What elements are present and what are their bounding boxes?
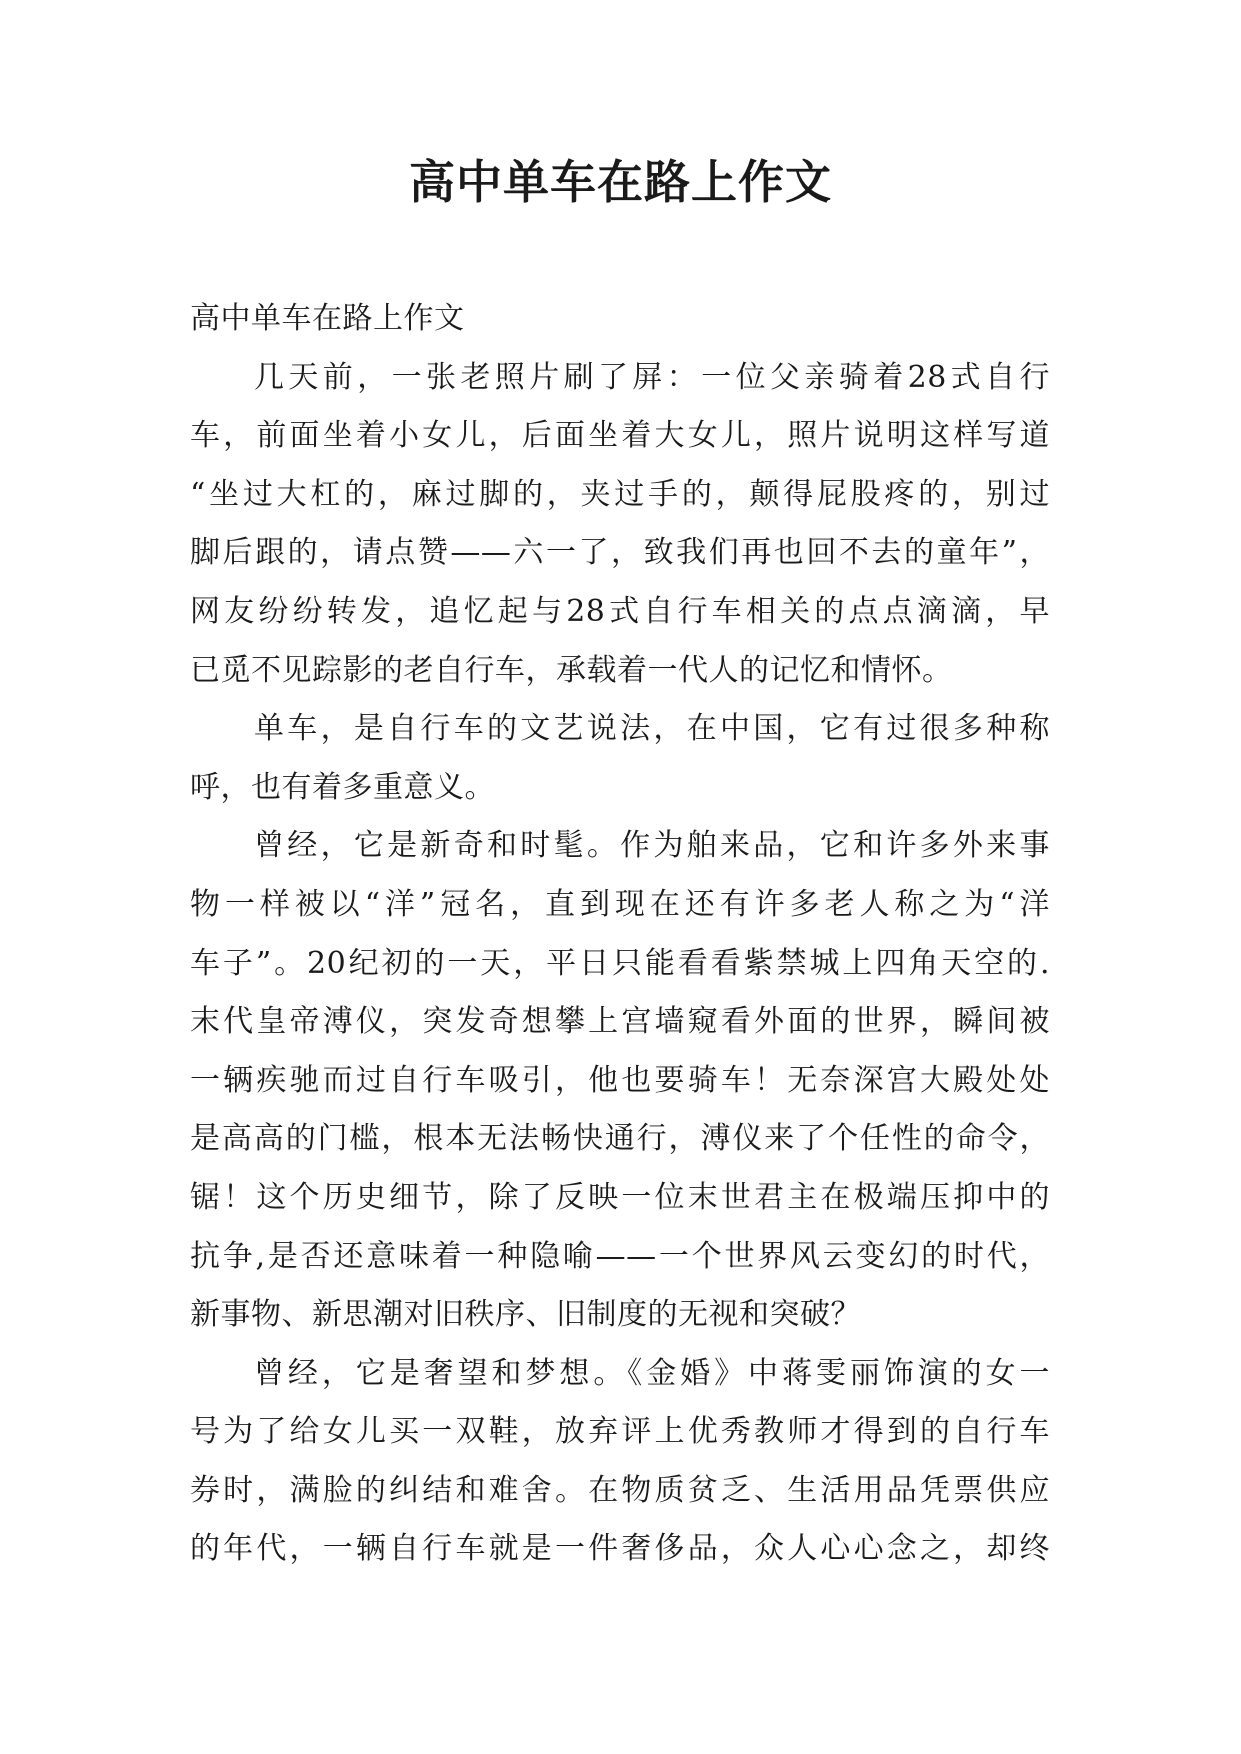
body-subtitle-line: 高中单车在路上作文 <box>190 301 465 336</box>
document-title: 高中单车在路上作文 <box>409 155 832 209</box>
paragraph-4-line-3: 券时，满脸的纠结和难舍。在物质贫乏、生活用品凭票供应 <box>190 1472 1050 1508</box>
paragraph-2-line-2: 呼，也有着多重意义。 <box>190 769 495 805</box>
paragraph-4-line-1: 曾经，它是奢望和梦想。《金婚》中蒋雯丽饰演的女一 <box>254 1355 1050 1391</box>
paragraph-3-line-8: 抗争,是否还意味着一种隐喻——一个世界风云变幻的时代， <box>190 1238 1050 1274</box>
paragraph-4-line-2: 号为了给女儿买一双鞋，放弃评上优秀教师才得到的自行车 <box>190 1414 1050 1450</box>
paragraph-3-line-3: 车子”。20纪初的一天，平日只能看看紫禁城上四角天空的. <box>190 945 1050 981</box>
paragraph-1-line-4: 脚后跟的，请点赞——六一了，致我们再也回不去的童年”， <box>190 535 1050 571</box>
paragraph-3-line-2: 物一样被以“洋”冠名，直到现在还有许多老人称之为“洋 <box>190 886 1050 922</box>
paragraph-3-line-9: 新事物、新思潮对旧秩序、旧制度的无视和突破？ <box>190 1297 861 1333</box>
paragraph-1-line-3: “坐过大杠的，麻过脚的，夹过手的，颠得屁股疼的，别过 <box>190 476 1050 512</box>
paragraph-3-line-7: 锯！这个历史细节，除了反映一位末世君主在极端压抑中的 <box>190 1179 1050 1215</box>
paragraph-1-line-6: 已觅不见踪影的老自行车，承载着一代人的记忆和情怀。 <box>190 652 953 688</box>
paragraph-1-line-5: 网友纷纷转发，追忆起与28式自行车相关的点点滴滴，早 <box>190 593 1050 629</box>
paragraph-2-line-1: 单车，是自行车的文艺说法，在中国，它有过很多种称 <box>254 711 1050 747</box>
paragraph-1-line-1: 几天前，一张老照片刷了屏：一位父亲骑着28式自行 <box>254 359 1050 395</box>
paragraph-3-line-1: 曾经，它是新奇和时髦。作为舶来品，它和许多外来事 <box>254 828 1050 864</box>
paragraph-3-line-6: 是高高的门槛，根本无法畅快通行，溥仪来了个任性的命令， <box>190 1121 1050 1157</box>
paragraph-4-line-4: 的年代，一辆自行车就是一件奢侈品，众人心心念之，却终 <box>190 1531 1050 1567</box>
paragraph-3-line-4: 末代皇帝溥仪，突发奇想攀上宫墙窥看外面的世界，瞬间被 <box>190 1004 1050 1040</box>
paragraph-3-line-5: 一辆疾驰而过自行车吸引，他也要骑车！无奈深宫大殿处处 <box>190 1062 1050 1098</box>
paragraph-1-line-2: 车，前面坐着小女儿，后面坐着大女儿，照片说明这样写道 <box>190 418 1050 454</box>
document-body <box>190 290 1050 1579</box>
